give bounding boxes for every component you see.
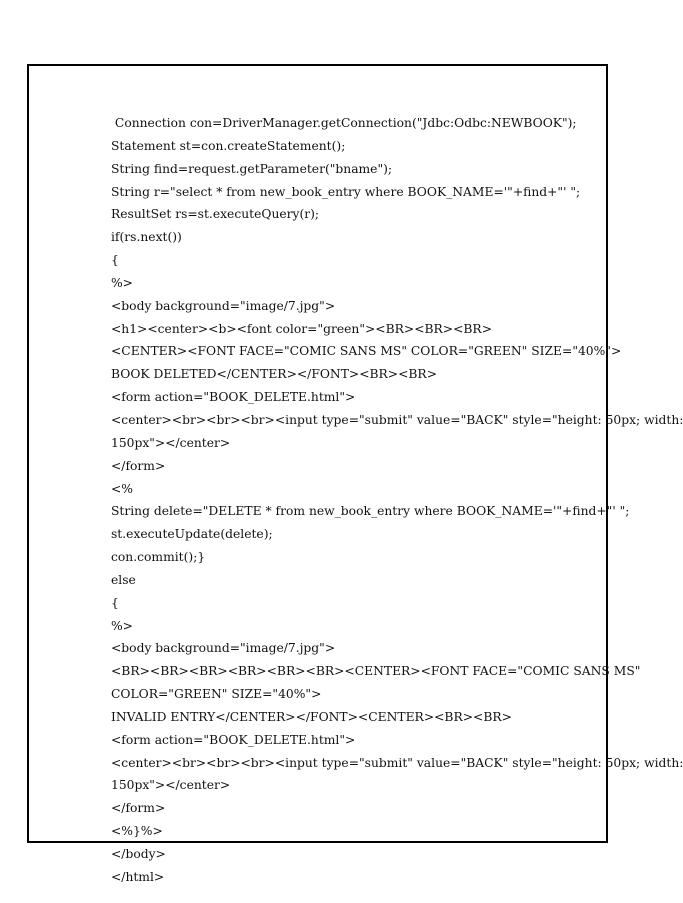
code-line: <form action="BOOK_DELETE.html"> <box>111 732 356 747</box>
code-line: <center><br><br><br><input type="submit" value="BACK" style="height: 50px; width: <box>111 755 683 770</box>
code-line: Connection con=DriverManager.getConnection("Jdbc:Odbc:NEWBOOK"); <box>111 116 577 130</box>
code-line: Statement st=con.createStatement(); <box>111 138 346 153</box>
code-line: </form> <box>111 801 166 816</box>
code-line: <center><br><br><br><input type="submit" value="BACK" style="height: 50px; width: <box>111 412 683 427</box>
code-line: <% <box>111 481 133 496</box>
code-line: <%}%> <box>111 824 163 839</box>
code-line: </body> <box>111 847 166 861</box>
code-line: </html> <box>111 869 165 884</box>
code-line: ResultSet rs=st.executeQuery(r); <box>111 207 320 222</box>
code-line: { <box>111 253 119 268</box>
code-line: <h1><center><b><font color="green"><BR><BR><BR> <box>111 321 492 336</box>
code-line: INVALID ENTRY</CENTER></FONT><CENTER><BR><BR> <box>111 709 512 724</box>
code-line: <CENTER><FONT FACE="COMIC SANS MS" COLOR="GREEN" SIZE="40%"> <box>111 344 622 359</box>
code-line: %> <box>111 275 133 290</box>
code-line: 150px"></center> <box>111 435 231 450</box>
code-listing <box>111 112 683 889</box>
code-line: String find=request.getParameter("bname"); <box>111 161 393 176</box>
code-line: COLOR="GREEN" SIZE="40%"> <box>111 687 322 702</box>
code-line: <BR><BR><BR><BR><BR><BR><CENTER><FONT FACE="COMIC SANS MS" <box>111 664 641 679</box>
code-line: con.commit();} <box>111 550 206 565</box>
code-line: if(rs.next()) <box>111 230 182 245</box>
code-line: </form> <box>111 458 166 473</box>
code-line: BOOK DELETED</CENTER></FONT><BR><BR> <box>111 367 437 382</box>
code-line: 150px"></center> <box>111 778 231 793</box>
code-line: %> <box>111 618 133 633</box>
code-line: { <box>111 595 119 610</box>
code-line: <body background="image/7.jpg"> <box>111 641 336 656</box>
code-line: String r="select * from new_book_entry where BOOK_NAME='"+find+"' "; <box>111 184 581 199</box>
code-line: String delete="DELETE * from new_book_entry where BOOK_NAME='"+find+"' "; <box>111 504 630 519</box>
code-line: st.executeUpdate(delete); <box>111 527 273 542</box>
code-line: <body background="image/7.jpg"> <box>111 298 336 313</box>
code-line: <form action="BOOK_DELETE.html"> <box>111 390 356 405</box>
code-line: else <box>111 572 136 587</box>
